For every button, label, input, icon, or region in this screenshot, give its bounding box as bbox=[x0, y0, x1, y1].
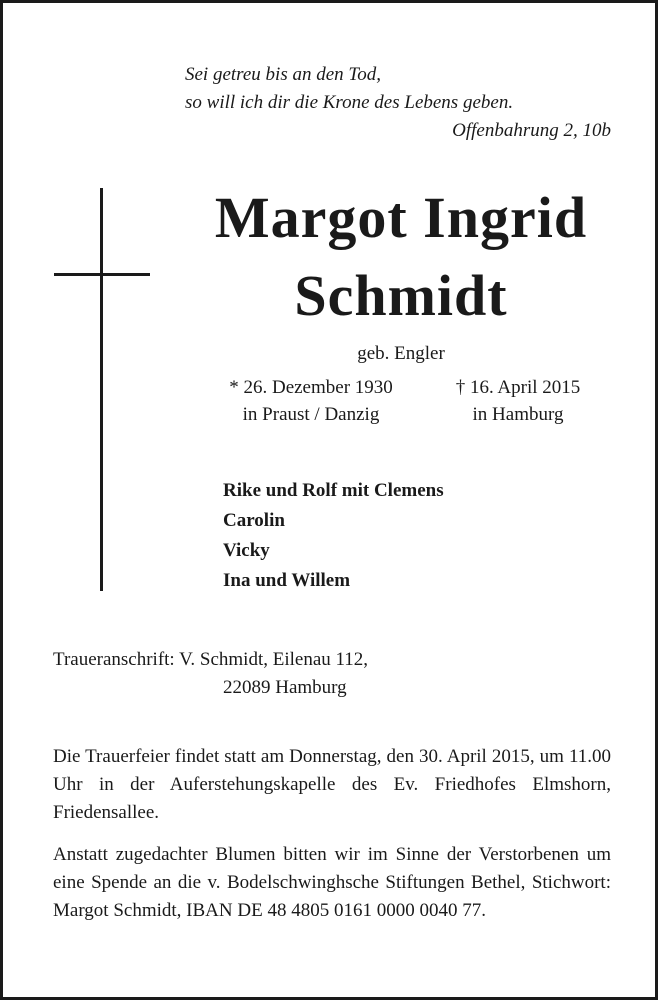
mourner-name: Ina und Willem bbox=[223, 570, 351, 591]
death-place: in Hamburg bbox=[472, 404, 564, 425]
mourner-name: Carolin bbox=[223, 510, 285, 531]
name-line-2: Schmidt bbox=[294, 263, 508, 328]
birth-info bbox=[199, 374, 423, 428]
deceased-name bbox=[173, 179, 629, 335]
birth-place: in Praust / Danzig bbox=[242, 404, 380, 425]
cross-icon-bar bbox=[54, 273, 150, 276]
address-line-2: 22089 Hamburg bbox=[223, 677, 347, 698]
donation-request: Anstatt zugedachter Blumen bitten wir im Sinne der Verstorbenen um eine Spende an die v. Bodelschwinghsche Stiftungen Bethel, Stichwort: Margot Schmidt, IBAN DE 48 4805 0161 0000 0040 77. bbox=[53, 844, 611, 921]
verse-line-2: so will ich dir die Krone des Lebens geben. bbox=[185, 92, 514, 113]
mourner-name: Vicky bbox=[223, 540, 270, 561]
mourners-list bbox=[223, 476, 444, 596]
bible-verse bbox=[185, 61, 611, 145]
cross-icon bbox=[100, 188, 103, 591]
verse-line-1: Sei getreu bis an den Tod, bbox=[185, 64, 381, 85]
death-date: † 16. April 2015 bbox=[455, 377, 581, 398]
funeral-details: Die Trauerfeier findet statt am Donnerstag, den 30. April 2015, um 11.00 Uhr in der Auferstehungskapelle des Ev. Friedhofes Elmshorn, Friedensallee. bbox=[53, 746, 611, 823]
birth-date: * 26. Dezember 1930 bbox=[229, 377, 393, 398]
verse-source: Offenbahrung 2, 10b bbox=[452, 120, 611, 141]
name-line-1: Margot Ingrid bbox=[214, 185, 588, 250]
mourning-address bbox=[53, 646, 613, 702]
death-info bbox=[433, 374, 603, 428]
address-line-1: Traueranschrift: V. Schmidt, Eilenau 112, bbox=[53, 649, 369, 670]
mourner-name: Rike und Rolf mit Clemens bbox=[223, 480, 444, 501]
maiden-name: geb. Engler bbox=[357, 343, 445, 364]
